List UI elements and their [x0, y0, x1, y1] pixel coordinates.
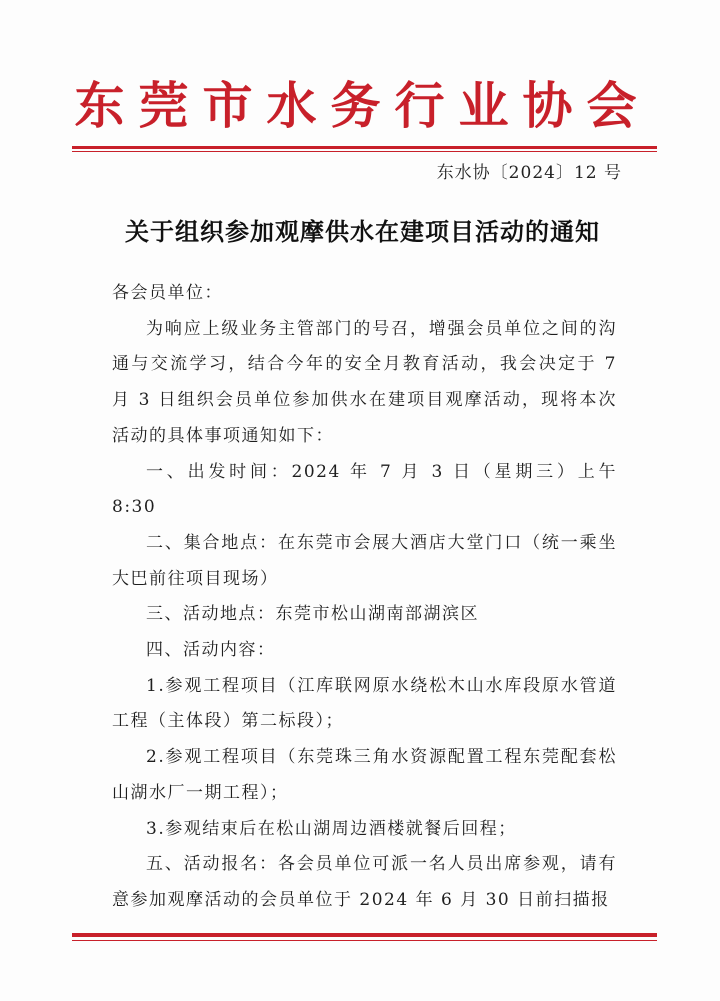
- footer-rule-thick: [72, 933, 657, 937]
- footer-rule-thin: [72, 940, 657, 941]
- notice-body: [112, 276, 617, 919]
- item-activity-content: 四、活动内容：: [146, 640, 276, 661]
- salutation: 各会员单位：: [112, 283, 223, 303]
- organization-letterhead: 东莞市水务行业协会: [74, 77, 651, 135]
- content-point-2: 2.参观工程项目（东莞珠三角水资源配置工程东莞配套松山湖水厂一期工程）；: [112, 747, 617, 803]
- notice-title: 关于组织参加观摩供水在建项目活动的通知: [125, 218, 600, 246]
- header-rule-thin: [72, 151, 657, 152]
- intro-paragraph: 为响应上级业务主管部门的号召，增强会员单位之间的沟通与交流学习，结合今年的安全月教育活动，我会决定于 7 月 3 日组织会员单位参加供水在建项目观摩活动，现将本次活动的具体事项通知如下：: [112, 318, 617, 446]
- item-registration: 五、活动报名：各会员单位可派一名人员出席参观，请有意参加观摩活动的会员单位于 2024 年 6 月 30 日前扫描报: [112, 854, 617, 910]
- item-meeting-place: 二、集合地点：在东莞市会展大酒店大堂门口（统一乘坐大巴前往项目现场）: [112, 532, 617, 589]
- header-rule-thick: [72, 146, 657, 149]
- content-point-1: 1.参观工程项目（江库联网原水绕松木山水库段原水管道工程（主体段）第二标段）；: [112, 675, 617, 732]
- content-point-3: 3.参观结束后在松山湖周边酒楼就餐后回程；: [146, 818, 517, 839]
- item-departure-time: 一、出发时间：2024 年 7 月 3 日（星期三）上午 8:30: [112, 461, 617, 518]
- item-activity-location: 三、活动地点：东莞市松山湖南部湖滨区: [146, 604, 479, 625]
- document-number: 东水协〔2024〕12 号: [436, 163, 622, 183]
